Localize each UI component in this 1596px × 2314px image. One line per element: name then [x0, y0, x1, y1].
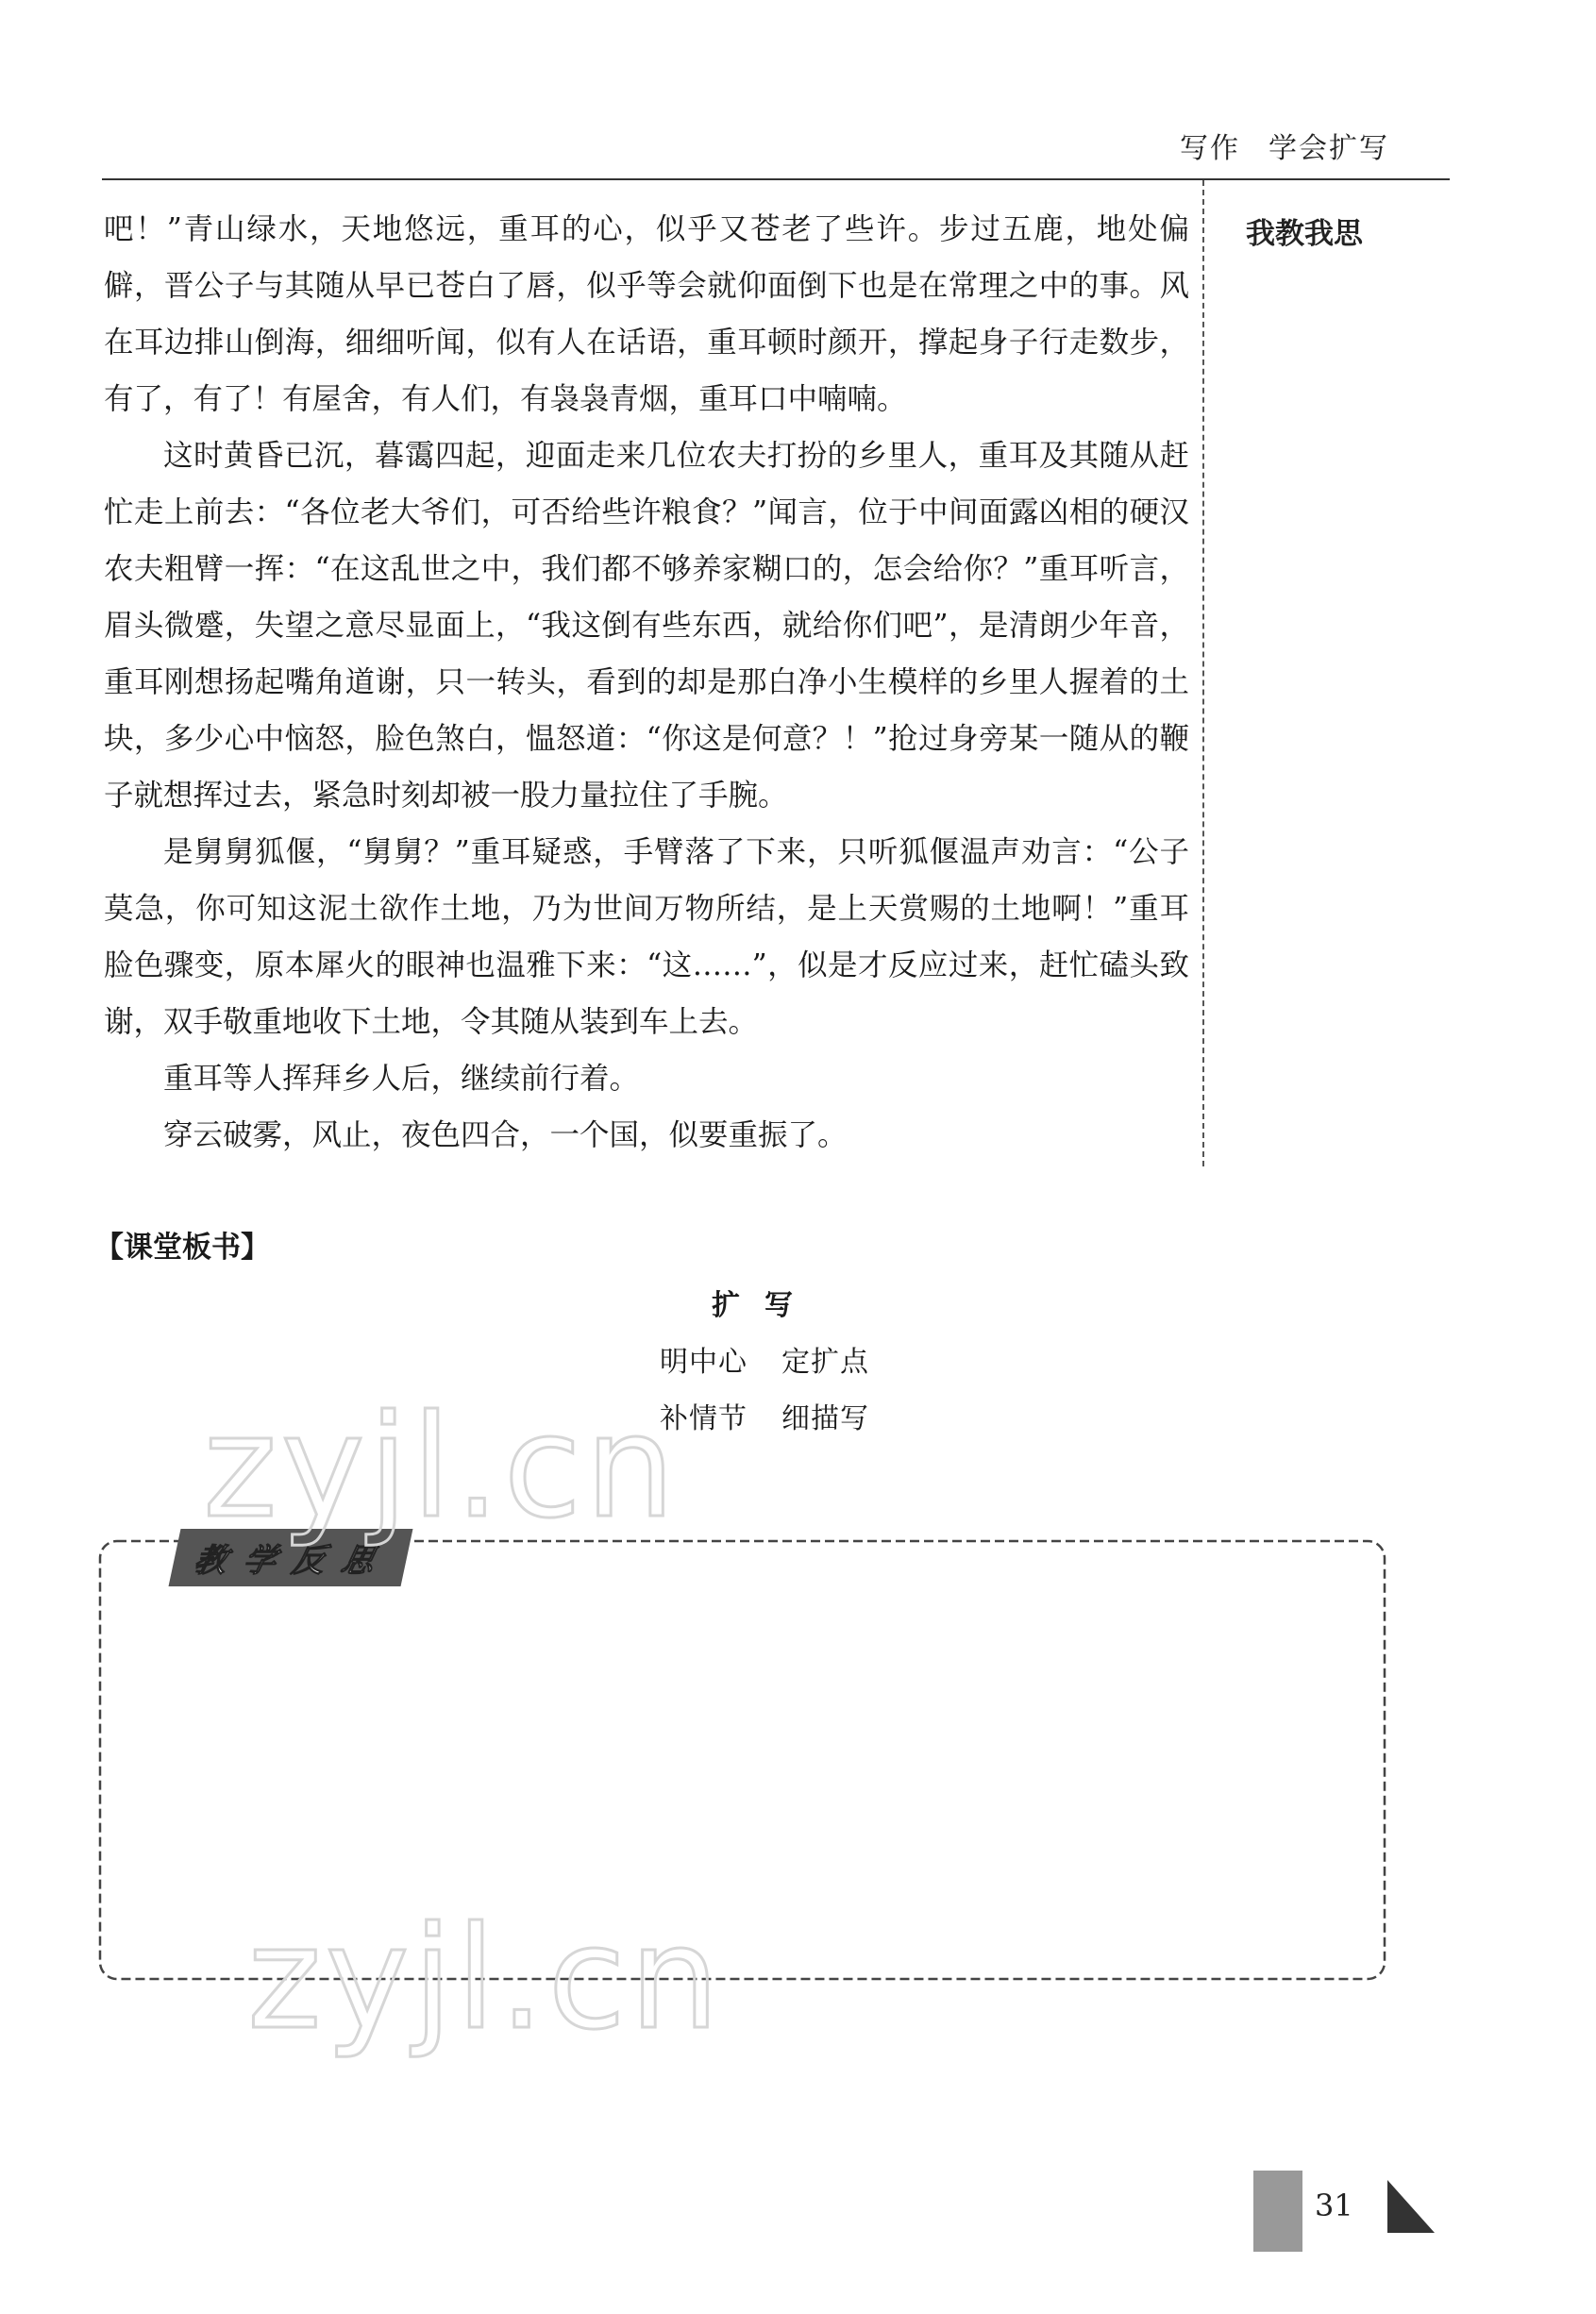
board-heading: 【课堂板书】	[94, 1231, 270, 1265]
reflection-label: 教学反思	[169, 1529, 413, 1586]
header-section: 写作	[1180, 132, 1240, 165]
board-title: 扩写	[712, 1289, 817, 1322]
watermark-bottom: zyjl.cn	[247, 1897, 724, 2061]
watermark-top: zyjl.cn	[203, 1385, 680, 1550]
story-paragraph-3: 是舅舅狐偃，“舅舅？”重耳疑惑，手臂落了下来，只听狐偃温声劝言：“公子莫急，你可知这泥土欲作土地，乃为世间万物所结，是上天赏赐的土地啊！”重耳脸色骤变，原本犀火的眼神也温雅下来：“这……”，似是才反应过来，赶忙磕头致谢，双手敬重地收下土地，令其随从装到车上去。	[104, 835, 1189, 1039]
side-column-divider	[1202, 180, 1204, 1166]
sidebar-title: 我教我思	[1246, 217, 1363, 251]
header-rule	[102, 178, 1450, 180]
story-paragraph-5: 穿云破雾，风止，夜色四合，一个国，似要重振了。	[163, 1118, 848, 1152]
header-lesson: 学会扩写	[1268, 132, 1389, 165]
page-number: 31	[1315, 2188, 1353, 2223]
board-line-1	[529, 1338, 1000, 1380]
page-tab-block	[1253, 2171, 1302, 2252]
board-item-main-idea: 明中心	[660, 1346, 748, 1379]
running-header	[1180, 125, 1389, 166]
story-text	[104, 201, 1189, 1164]
page-corner-triangle-icon	[1387, 2180, 1435, 2233]
board-item-add-plot: 补情节	[660, 1402, 748, 1435]
board-item-detailed-description: 细描写	[781, 1402, 869, 1435]
story-paragraph-1: 吧！”青山绿水，天地悠远，重耳的心，似乎又苍老了些许。步过五鹿，地处偏僻，晋公子与其随从早已苍白了唇，似乎等会就仰面倒下也是在常理之中的事。风在耳边排山倒海，细细听闻，似有人在话语，重耳顿时颜开，撑起身子行走数步，有了，有了！有屋舍，有人们，有袅袅青烟，重耳口中喃喃。	[104, 212, 1189, 416]
story-paragraph-2: 这时黄昏已沉，暮霭四起，迎面走来几位农夫打扮的乡里人，重耳及其随从赶忙走上前去：“各位老大爷们，可否给些许粮食？”闻言，位于中间面露凶相的硬汉农夫粗臂一挥：“在这乱世之中，我们都不够养家糊口的，怎会给你？”重耳听言，眉头微蹙，失望之意尽显面上，“我这倒有些东西，就给你们吧”，是清朗少年音，重耳刚想扬起嘴角道谢，只一转头，看到的却是那白净小生模样的乡里人握着的土块，多少心中恼怒，脸色煞白，愠怒道：“你这是何意？！”抢过身旁某一随从的鞭子就想挥过去，紧急时刻却被一股力量拉住了手腕。	[104, 439, 1189, 813]
board-item-expand-points: 定扩点	[781, 1346, 869, 1379]
story-paragraph-4: 重耳等人挥拜乡人后，继续前行着。	[163, 1062, 640, 1096]
